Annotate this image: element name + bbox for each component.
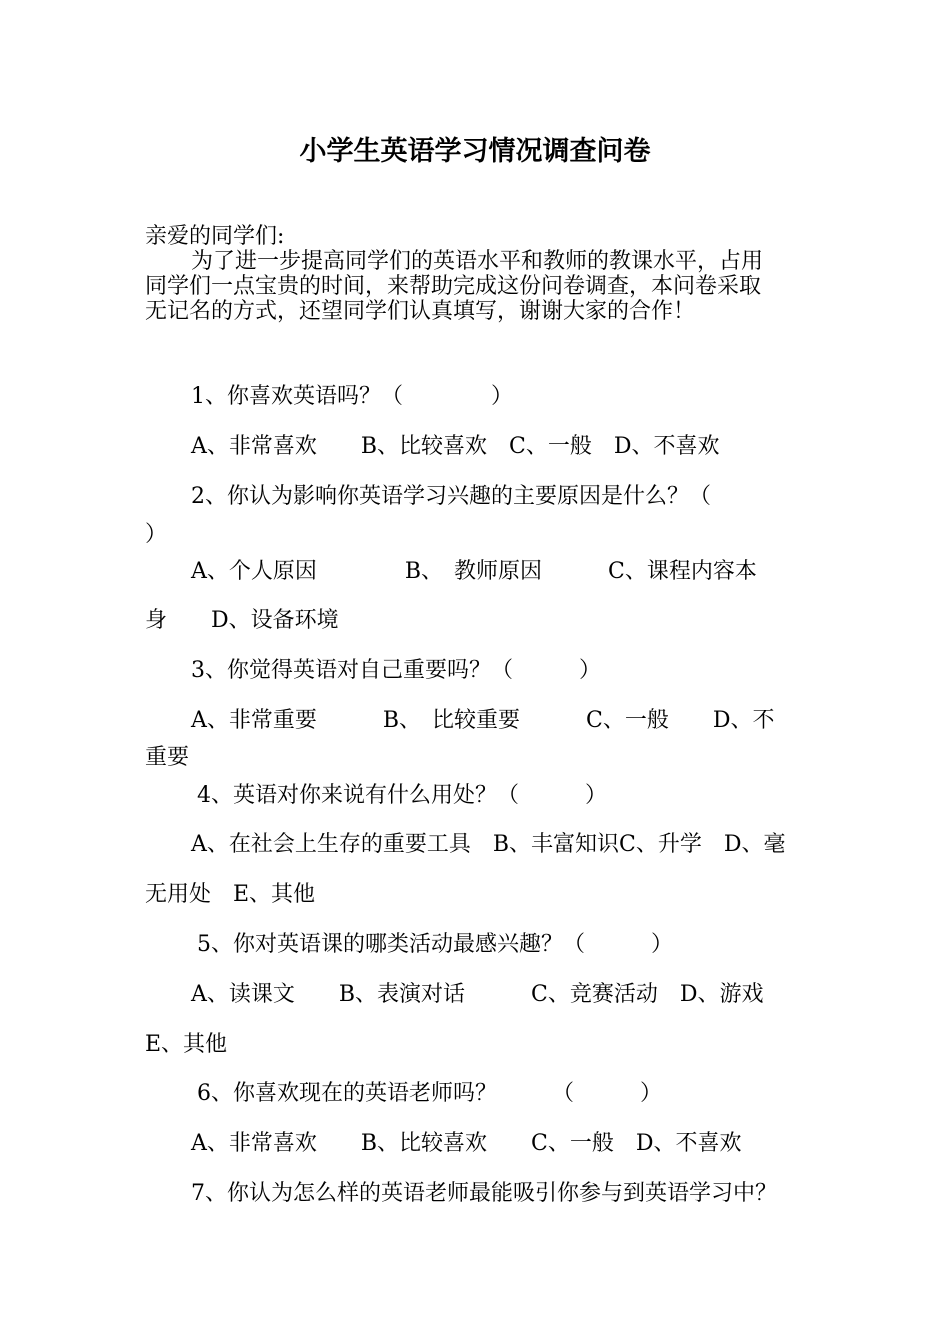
question-2: 2、你认为影响你英语学习兴趣的主要原因是什么？（ [191,484,711,509]
question-6-options: A、非常喜欢 B、比较喜欢 C、一般 D、不喜欢 [191,1131,742,1156]
question-5-options-line-1: A、读课文 B、表演对话 C、竞赛活动 D、游戏 [191,982,764,1007]
question-5-options-line-2: E、其他 [145,1032,228,1057]
question-2-options-line-2: 身 D、设备环境 [145,608,339,633]
question-3: 3、你觉得英语对自己重要吗？（ ） [191,658,601,683]
question-4-options-line-1: A、在社会上生存的重要工具 B、丰富知识C、升学 D、毫 [191,832,786,857]
question-4-options-line-2: 无用处 E、其他 [145,882,316,907]
question-1: 1、你喜欢英语吗？（ ） [191,384,513,409]
question-4: 4、英语对你来说有什么用处？（ ） [197,783,607,808]
greeting: 亲爱的同学们: [145,224,285,249]
question-2-options-line-1: A、个人原因 B、 教师原因 C、课程内容本 [191,559,757,584]
question-2-continued: ） [145,522,168,547]
question-6: 6、你喜欢现在的英语老师吗？ （ ） [197,1081,662,1106]
question-3-options-line-2: 重要 [145,745,190,770]
intro-line-2: 同学们一点宝贵的时间，来帮助完成这份问卷调查，本问卷采取 [145,274,762,299]
page-title: 小学生英语学习情况调查问卷 [299,136,651,167]
question-7: 7、你认为怎么样的英语老师最能吸引你参与到英语学习中？ [191,1181,777,1206]
question-3-options-line-1: A、非常重要 B、 比较重要 C、一般 D、不 [191,708,775,733]
question-1-options: A、非常喜欢 B、比较喜欢 C、一般 D、不喜欢 [191,434,720,459]
intro-line-1: 为了进一步提高同学们的英语水平和教师的教课水平，占用 [191,249,764,274]
question-5: 5、你对英语课的哪类活动最感兴趣？（ ） [197,932,673,957]
intro-line-3: 无记名的方式，还望同学们认真填写，谢谢大家的合作！ [145,299,696,324]
